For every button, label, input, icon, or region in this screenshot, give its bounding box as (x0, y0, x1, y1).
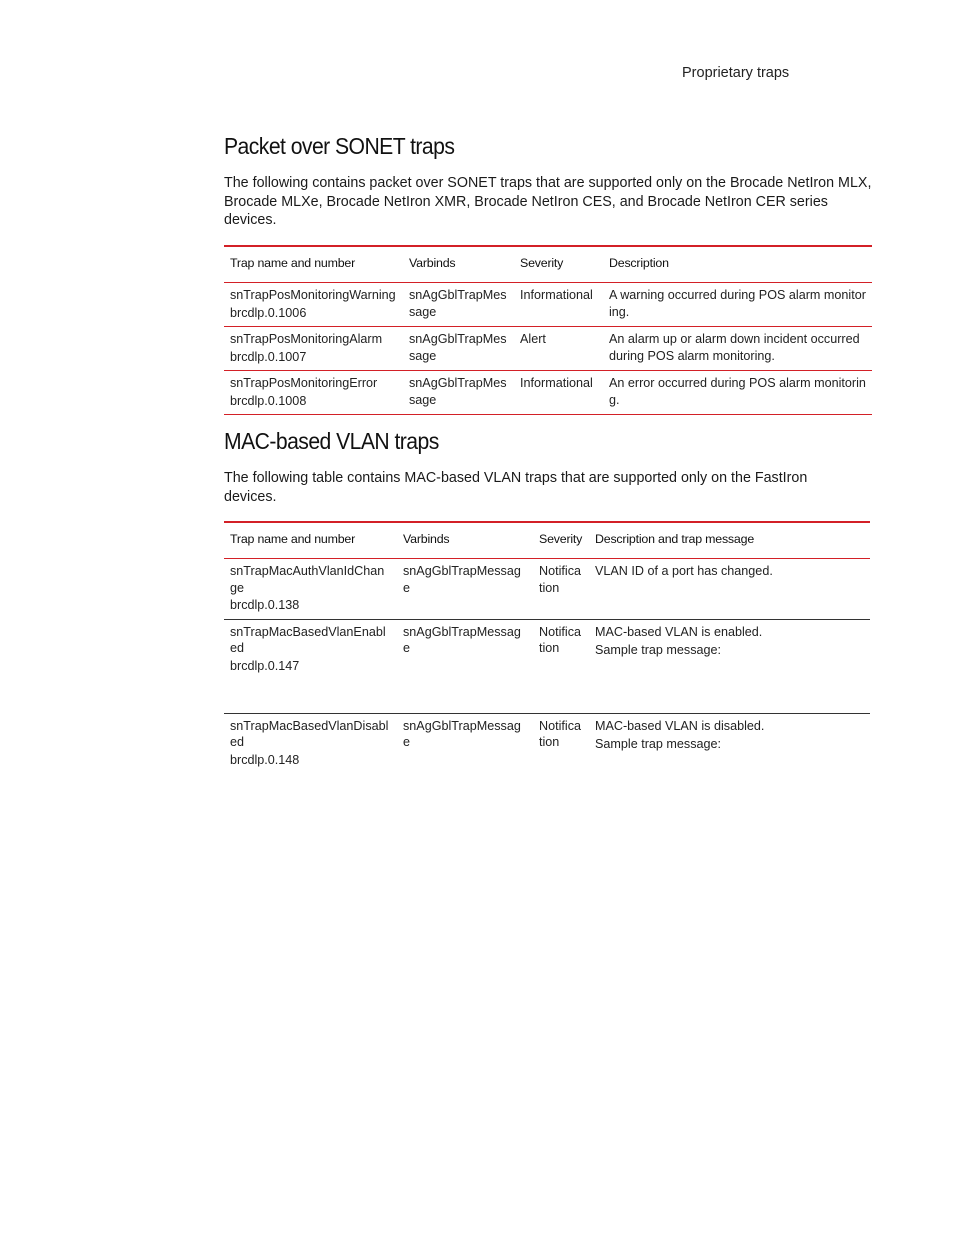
varbinds-cell: snAgGblTrapMessage (409, 332, 507, 363)
section-title-pos: Packet over SONET traps (224, 133, 455, 159)
description-text: MAC-based VLAN is enabled. (595, 624, 763, 639)
section-intro-mac-vlan: The following table contains MAC-based VLAN traps that are supported only on the FastIron devices. (224, 470, 808, 505)
varbinds-cell: snAgGblTrapMessage (403, 624, 521, 655)
trap-number: brcdlp.0.148 (230, 752, 300, 767)
column-header: Trap name and number (230, 256, 356, 270)
table-row (224, 559, 870, 620)
trap-number: brcdlp.0.1007 (230, 349, 307, 364)
trap-number: brcdlp.0.147 (230, 658, 300, 673)
column-header: Description (609, 256, 669, 270)
trap-name: snTrapMacBasedVlanEnabled (230, 624, 386, 655)
table-row (224, 713, 870, 773)
sample-trap-label: Sample trap message: (595, 643, 721, 657)
severity-cell: Informational (520, 376, 593, 390)
table-row (224, 283, 872, 327)
trap-name-cell (224, 619, 397, 713)
description-text: An alarm up or alarm down incident occurred during POS alarm monitoring. (609, 332, 860, 363)
severity-cell: Notification (539, 718, 581, 749)
severity-cell: Notification (539, 564, 581, 595)
section-intro-pos: The following contains packet over SONET traps that are supported only on the Brocade NetIron MLX, Brocade MLXe, Brocade NetIron XMR, Brocade NetIron CES, and Brocade NetIron CER series devices. (224, 175, 872, 228)
description-text: MAC-based VLAN is disabled. (595, 718, 765, 733)
table-row (224, 619, 870, 713)
table-header-row (224, 246, 872, 283)
trap-name: snTrapMacAuthVlanIdChange (230, 564, 385, 595)
trap-name-cell (224, 371, 403, 415)
table-header-row (224, 522, 870, 559)
severity-cell: Notification (539, 624, 581, 655)
description-cell (589, 559, 870, 620)
column-header: Description and trap message (595, 532, 755, 546)
description-cell (589, 713, 870, 773)
section-title-mac-vlan: MAC-based VLAN traps (224, 428, 439, 454)
trap-number: brcdlp.0.1006 (230, 305, 307, 320)
description-cell (589, 619, 870, 713)
column-header: Trap name and number (230, 532, 356, 546)
trap-number: brcdlp.0.138 (230, 598, 300, 612)
description-cell (603, 371, 872, 415)
trap-name: snTrapPosMonitoringWarning (230, 288, 396, 302)
column-header: Varbinds (409, 256, 456, 270)
table-row (224, 327, 872, 371)
running-header: Proprietary traps (682, 65, 790, 81)
sample-trap-label: Sample trap message: (595, 737, 721, 751)
trap-name: snTrapPosMonitoringAlarm (230, 332, 383, 346)
trap-name: snTrapMacBasedVlanDisabled (230, 718, 389, 749)
varbinds-cell: snAgGblTrapMessage (403, 718, 521, 749)
varbinds-cell: snAgGblTrapMessage (409, 376, 507, 407)
trap-name: snTrapPosMonitoringError (230, 376, 378, 390)
trap-name-cell (224, 713, 397, 773)
pos-traps-table (224, 245, 872, 415)
description-cell (603, 327, 872, 371)
column-header: Severity (520, 256, 564, 270)
description-text: An error occurred during POS alarm monitoring. (609, 376, 866, 407)
description-text: VLAN ID of a port has changed. (595, 564, 773, 578)
column-header: Varbinds (403, 532, 450, 546)
trap-number: brcdlp.0.1008 (230, 393, 307, 408)
varbinds-cell: snAgGblTrapMessage (403, 564, 521, 595)
severity-cell: Informational (520, 288, 593, 302)
description-text: A warning occurred during POS alarm monitoring. (609, 288, 866, 319)
table-row (224, 371, 872, 415)
trap-name-cell (224, 327, 403, 371)
varbinds-cell: snAgGblTrapMessage (409, 288, 507, 319)
mac-vlan-traps-table (224, 521, 870, 773)
column-header: Severity (539, 532, 583, 546)
description-cell (603, 283, 872, 327)
severity-cell: Alert (520, 332, 546, 346)
trap-name-cell (224, 559, 397, 620)
trap-name-cell (224, 283, 403, 327)
